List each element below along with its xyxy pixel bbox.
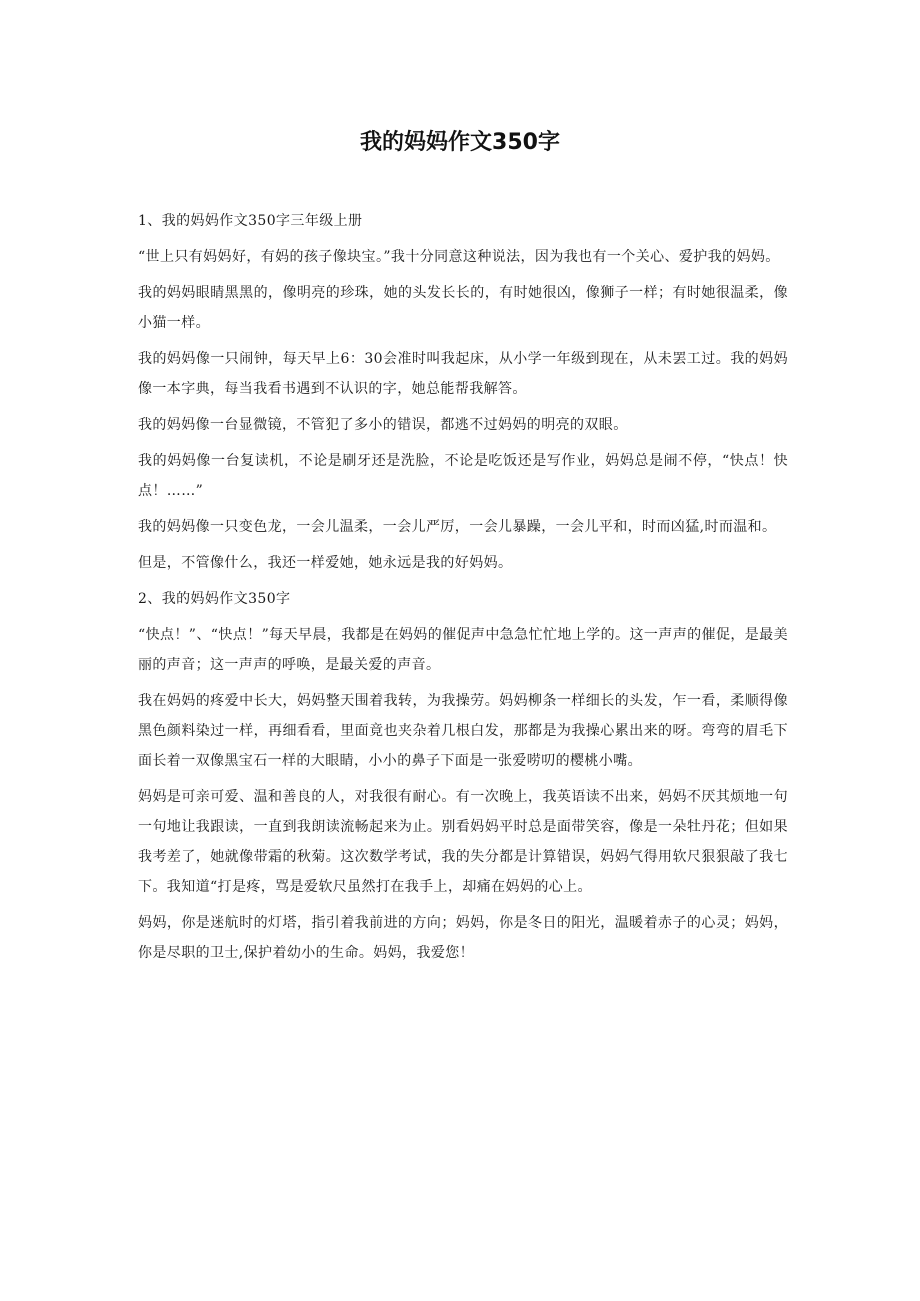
paragraph: 我的妈妈像一台复读机，不论是刷牙还是洗脸，不论是吃饭还是写作业，妈妈总是闹不停，“快点！快点！……” bbox=[138, 453, 788, 499]
page-title: 我的妈妈作文350字 bbox=[360, 130, 560, 155]
section-2 bbox=[138, 584, 788, 968]
section-heading: 2、我的妈妈作文350字 bbox=[138, 591, 291, 607]
section-1 bbox=[138, 206, 788, 578]
paragraph: 我在妈妈的疼爱中长大，妈妈整天围着我转，为我操劳。妈妈柳条一样细长的头发，乍一看，柔顺得像黑色颜料染过一样，再细看看，里面竟也夹杂着几根白发，那都是为我操心累出来的呀。弯弯的眉毛下面长着一双像黑宝石一样的大眼睛，小小的鼻子下面是一张爱唠叨的樱桃小嘴。 bbox=[138, 693, 788, 769]
paragraph: 我的妈妈像一只变色龙，一会儿温柔，一会儿严厉，一会儿暴躁，一会儿平和，时而凶猛,时而温和。 bbox=[138, 519, 777, 535]
paragraph: “快点！”、“快点！”每天早晨，我都是在妈妈的催促声中急急忙忙地上学的。这一声声的催促，是最美丽的声音；这一声声的呼唤，是最关爱的声音。 bbox=[138, 627, 788, 673]
section-heading: 1、我的妈妈作文350字三年级上册 bbox=[138, 213, 363, 229]
paragraph: 妈妈，你是迷航时的灯塔，指引着我前进的方向；妈妈，你是冬日的阳光，温暖着赤子的心灵；妈妈，你是尽职的卫士,保护着幼小的生命。妈妈，我爱您！ bbox=[138, 915, 788, 961]
paragraph: “世上只有妈妈好，有妈的孩子像块宝。”我十分同意这种说法，因为我也有一个关心、爱护我的妈妈。 bbox=[138, 249, 780, 265]
document-body bbox=[138, 206, 788, 974]
paragraph: 我的妈妈像一台显微镜，不管犯了多小的错误，都逃不过妈妈的明亮的双眼。 bbox=[138, 417, 628, 433]
paragraph: 我的妈妈眼睛黑黑的，像明亮的珍珠，她的头发长长的，有时她很凶，像狮子一样；有时她很温柔，像小猫一样。 bbox=[138, 285, 788, 331]
paragraph: 但是，不管像什么，我还一样爱她，她永远是我的好妈妈。 bbox=[138, 555, 513, 571]
paragraph: 我的妈妈像一只闹钟，每天早上6：30会准时叫我起床，从小学一年级到现在，从未罢工过。我的妈妈像一本字典，每当我看书遇到不认识的字，她总能帮我解答。 bbox=[138, 351, 788, 397]
paragraph: 妈妈是可亲可爱、温和善良的人，对我很有耐心。有一次晚上，我英语读不出来，妈妈不厌其烦地一句一句地让我跟读，一直到我朗读流畅起来为止。别看妈妈平时总是面带笑容，像是一朵牡丹花；但如果我考差了，她就像带霜的秋菊。这次数学考试，我的失分都是计算错误，妈妈气得用软尺狠狠敲了我七下。我知道“打是疼，骂是爱软尺虽然打在我手上，却痛在妈妈的心上。 bbox=[138, 789, 788, 895]
